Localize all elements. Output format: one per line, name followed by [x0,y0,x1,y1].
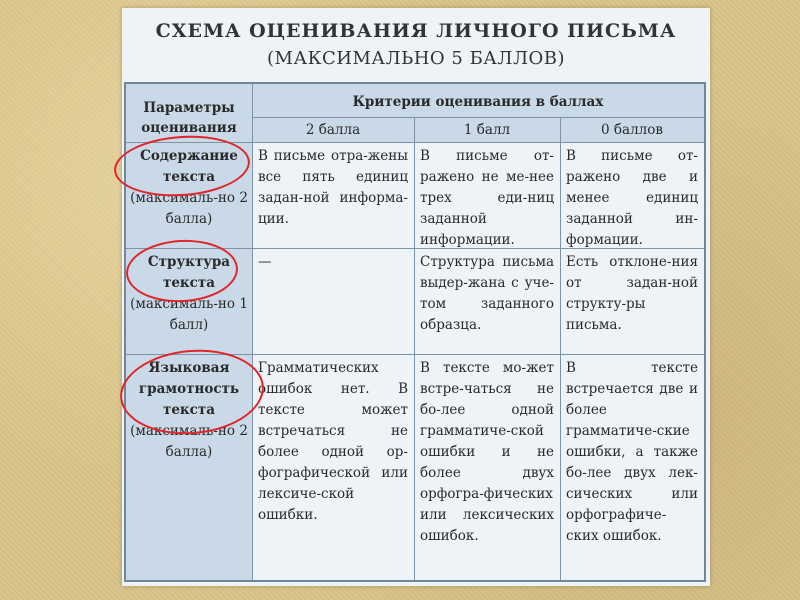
score-header-1: 1 балл [414,117,560,142]
criteria-cell: Структура письма выдер-жана с уче-том заданного образца. [414,248,560,354]
criteria-cell: В тексте встречается две и более грамматиче-ские ошибки, а также бо-лее двух лек-сических или орфографиче-ских ошибок. [560,354,704,580]
param-name: Структура текста [147,254,231,291]
page-title: СХЕМА ОЦЕНИВАНИЯ ЛИЧНОГО ПИСЬМА [155,20,677,42]
criteria-cell: В письме от-ражено не ме-нее трех еди-ниц заданной информации. [414,142,560,248]
criteria-cell: Грамматических ошибок нет. В тексте может встречаться не более одной ор-фографической или лексиче-ской ошибки. [252,354,414,580]
param-max: (максималь-но 1 балл) [130,296,248,333]
criteria-header: Критерии оценивания в баллах [352,94,604,110]
param-header-cell [126,84,252,142]
param-header: Параметры оценивания [141,100,237,136]
criteria-cell: В письме от-ражено две и менее единиц заданной ин-формации. [560,142,704,248]
criteria-cell: — [252,248,414,354]
grid-line [414,117,415,580]
criteria-cell: В письме отра-жены все пять единиц задан-ной информа-ции. [252,142,414,248]
param-name: Языковая грамотность текста [138,360,240,418]
score-header-2: 2 балла [252,117,414,142]
param-max: (максималь-но 2 балла) [130,190,248,227]
param-name: Содержание текста [140,148,238,185]
grid-line [252,117,704,118]
score-header-0: 0 баллов [560,117,704,142]
criteria-cell: Есть отклоне-ния от задан-ной структу-ры письма. [560,248,704,354]
grid-line [252,84,253,580]
param-max: (максималь-но 2 балла) [130,423,248,460]
criteria-header-cell [252,84,704,117]
criteria-cell: В тексте мо-жет встре-чаться не бо-лее одной грамматиче-ской ошибки и не более двух орфогра-фических или лексических ошибок. [414,354,560,580]
page-subtitle: (МАКСИМАЛЬНО 5 БАЛЛОВ) [267,48,565,69]
grid-line [560,117,561,580]
textbook-page [122,8,710,586]
